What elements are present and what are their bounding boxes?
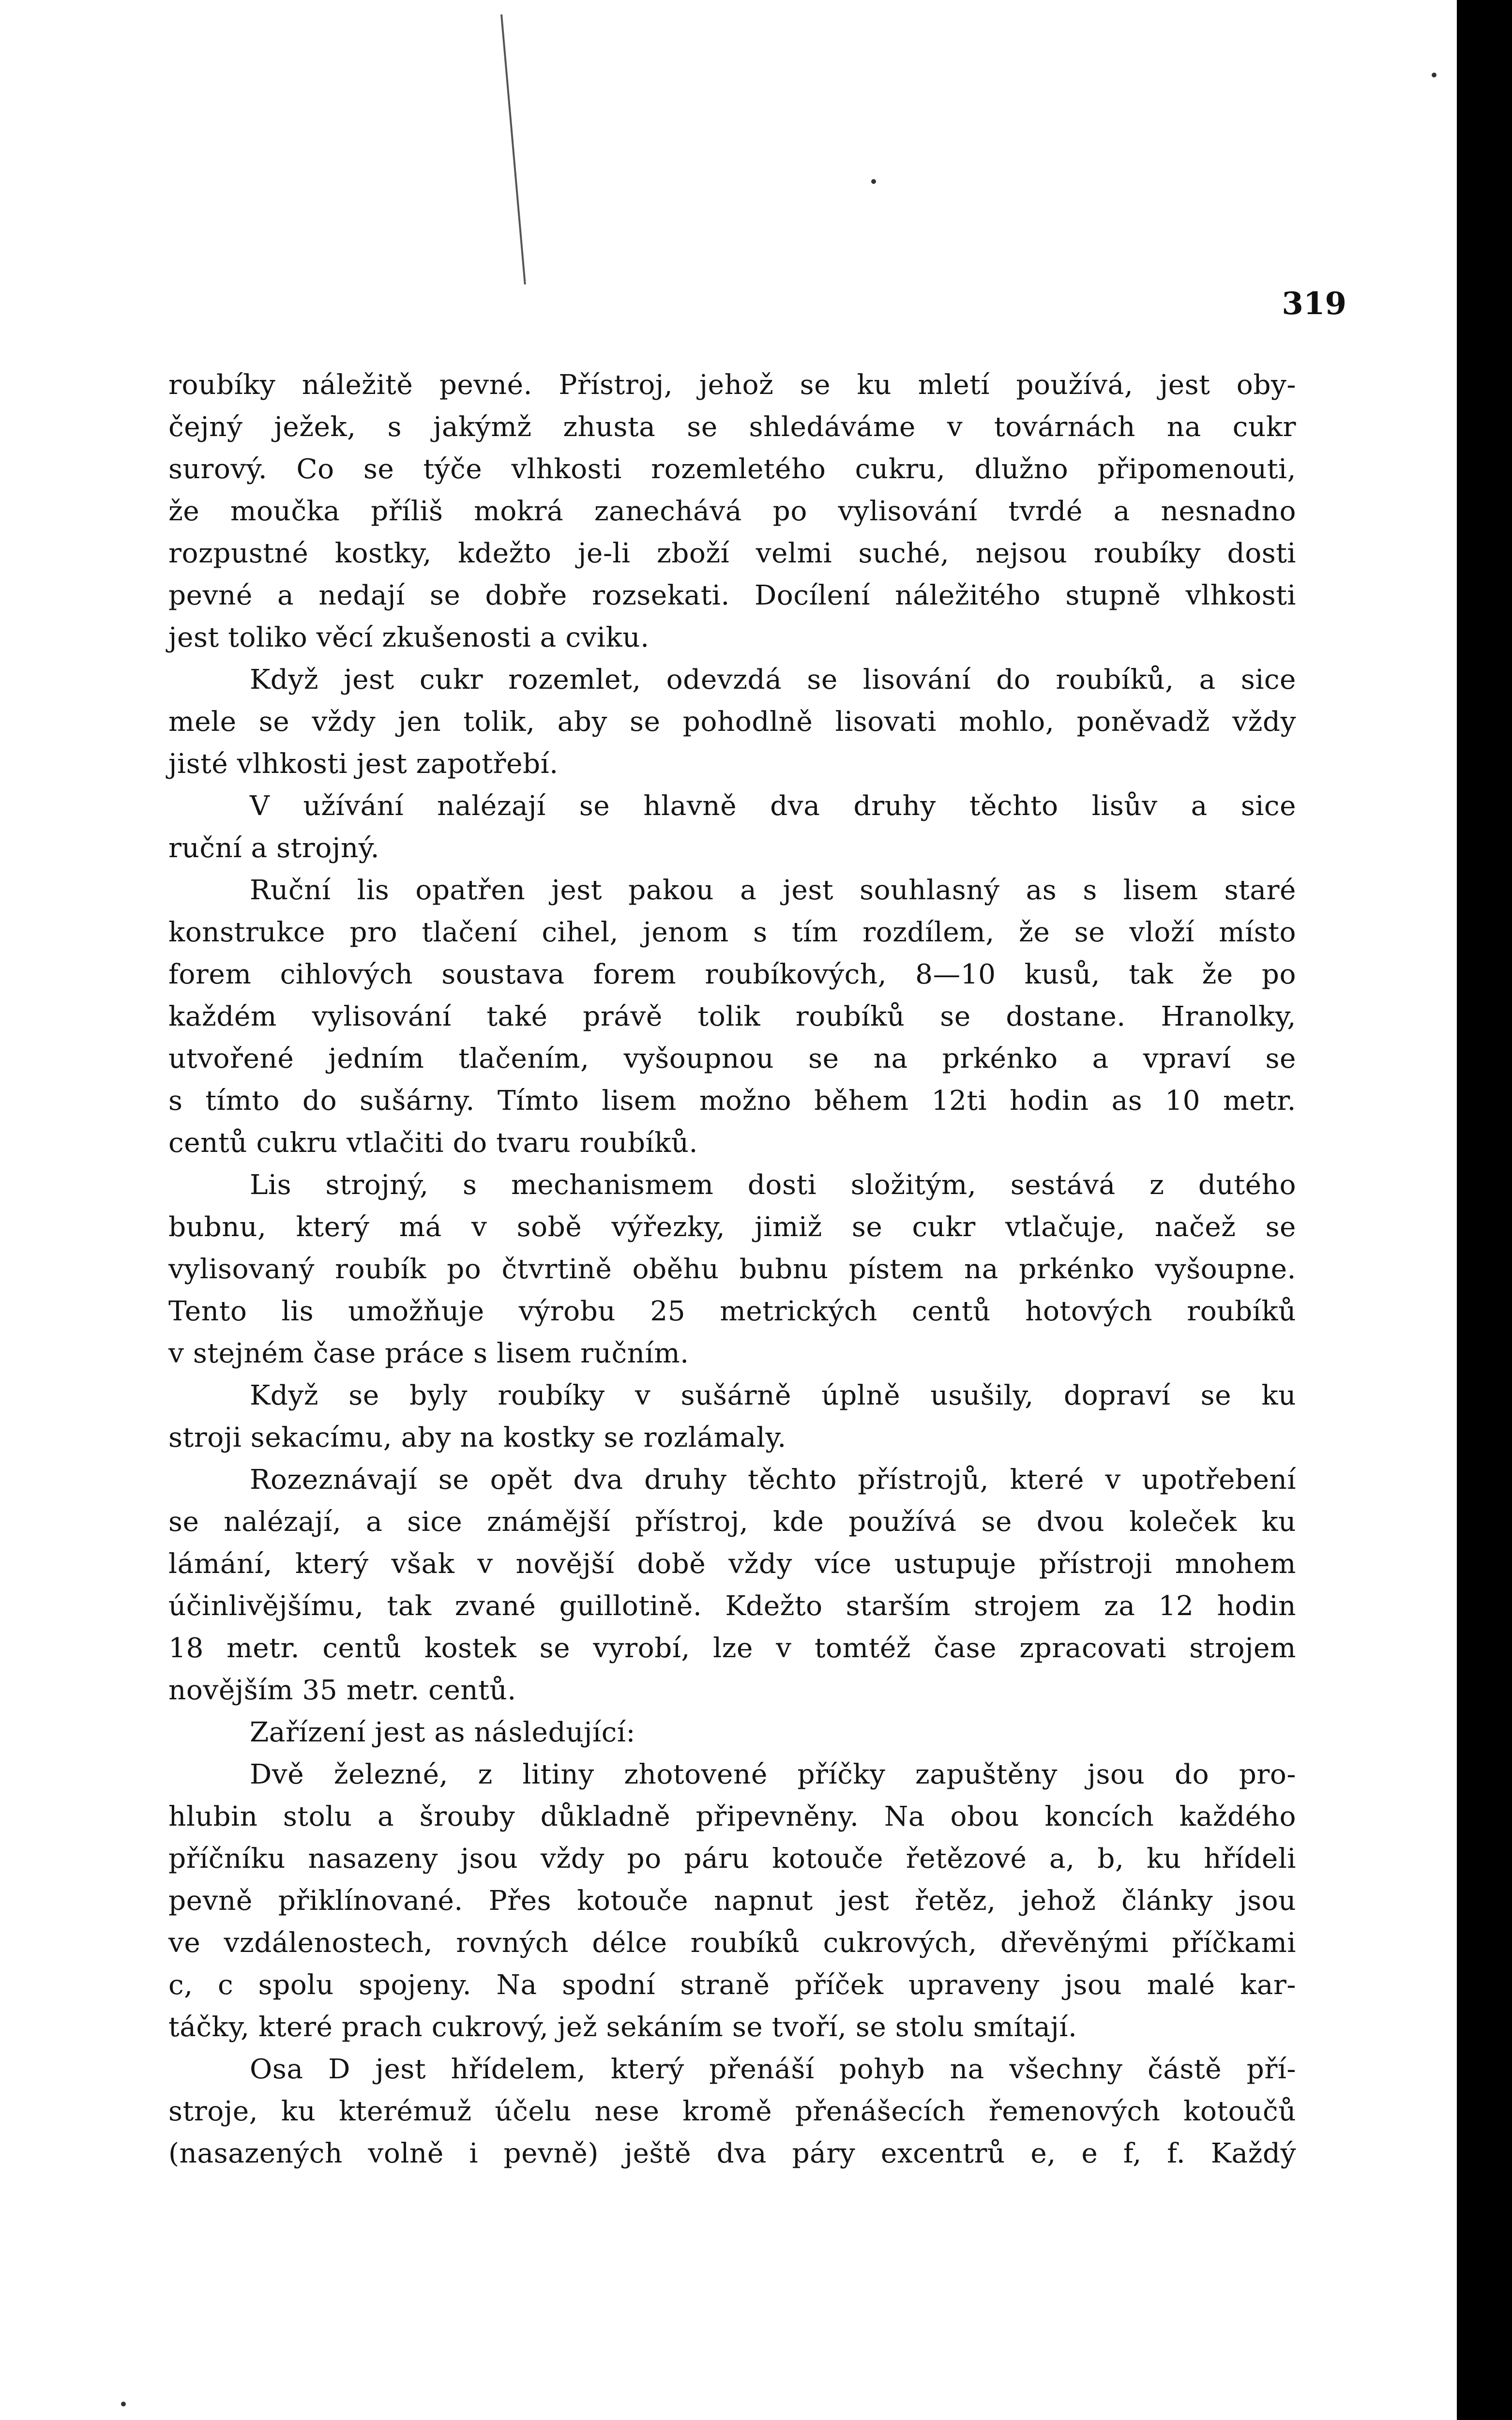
text-line: utvořené jedním tlačením, vyšoupnou se na prkénko a vpraví se [168,1043,1296,1074]
text-line: novějším 35 metr. centů. [168,1675,516,1706]
text-line: centů cukru vtlačiti do tvaru roubíků. [168,1127,698,1159]
text-line: 18 metr. centů kostek se vyrobí, lze v tomtéž čase zpracovati strojem [168,1633,1296,1664]
text-line: účinlivějšímu, tak zvané guillotině. Kdežto starším strojem za 12 hodin [168,1590,1296,1622]
text-line: ve vzdálenostech, rovných délce roubíků cukrových, dřevěnými příčkami [168,1927,1296,1959]
text-line: Osa D jest hřídelem, který přenáší pohyb na všechny částě pří- [250,2054,1296,2085]
scan-speck [1432,73,1436,77]
text-line: se nalézají, a sice známější přístroj, kde používá se dvou koleček ku [168,1506,1296,1538]
text-line: c, c spolu spojeny. Na spodní straně příček upraveny jsou malé kar- [168,1969,1296,2001]
text-line: (nasazených volně i pevně) ještě dva páry excentrů e, e f, f. Každý [168,2138,1296,2169]
text-line: V užívání nalézají se hlavně dva druhy těchto lisův a sice [250,790,1296,822]
text-line: jest toliko věcí zkušenosti a cviku. [168,622,650,653]
text-line: ruční a strojný. [168,832,380,864]
text-line: Když se byly roubíky v sušárně úplně usušily, dopraví se ku [250,1380,1296,1411]
text-line: v stejném čase práce s lisem ručním. [168,1338,689,1369]
text-line: Tento lis umožňuje výrobu 25 metrických centů hotových roubíků [168,1296,1296,1327]
scan-speck [121,2402,126,2406]
text-line: rozpustné kostky, kdežto je-li zboží velmi suché, nejsou roubíky dosti [168,538,1296,569]
text-line: že moučka příliš mokrá zanechává po vylisování tvrdé a nesnadno [168,496,1296,527]
text-line: Dvě železné, z litiny zhotovené příčky zapuštěny jsou do pro- [250,1759,1296,1790]
page-number: 319 [1282,286,1346,322]
text-line: lámání, který však v novější době vždy více ustupuje přístroji mnohem [168,1548,1296,1580]
text-line: hlubin stolu a šrouby důkladně připevněny. Na obou koncích každého [168,1801,1296,1832]
text-line: příčníku nasazeny jsou vždy po páru kotouče řetězové a, b, ku hřídeli [168,1843,1296,1875]
text-line: bubnu, který má v sobě výřezky, jimiž se cukr vtlačuje, načež se [168,1211,1296,1243]
text-line: konstrukce pro tlačení cihel, jenom s tím rozdílem, že se vloží místo [168,917,1296,948]
text-line: Lis strojný, s mechanismem dosti složitým, sestává z dutého [250,1169,1296,1201]
text-line: Rozeznávají se opět dva druhy těchto přístrojů, které v upotřebení [250,1464,1296,1496]
text-line: vylisovaný roubík po čtvrtině oběhu bubnu pístem na prkénko vyšoupne. [168,1254,1296,1285]
text-line: čejný ježek, s jakýmž zhusta se shledáváme v továrnách na cukr [168,411,1296,443]
text-line: s tímto do sušárny. Tímto lisem možno během 12ti hodin as 10 metr. [168,1085,1296,1117]
text-line: forem cihlových soustava forem roubíkových, 8—10 kusů, tak že po [168,959,1296,990]
text-line: táčky, které prach cukrový, jež sekáním se tvoří, se stolu smítají. [168,2012,1077,2043]
text-line: stroje, ku kterémuž účelu nese kromě přenášecích řemenových kotoučů [168,2096,1296,2127]
body-text [168,364,1296,2175]
page-crease-line [500,15,526,285]
text-line: Zařízení jest as následující: [250,1717,635,1748]
text-line: surový. Co se týče vlhkosti rozemletého cukru, dlužno připomenouti, [168,454,1296,485]
text-line: roubíky náležitě pevné. Přístroj, jehož se ku mletí používá, jest oby- [168,369,1296,401]
text-line: pevně přiklínované. Přes kotouče napnut jest řetěz, jehož články jsou [168,1885,1296,1917]
text-line: pevné a nedají se dobře rozsekati. Docílení náležitého stupně vlhkosti [168,580,1296,611]
text-line: mele se vždy jen tolik, aby se pohodlně lisovati mohlo, poněvadž vždy [168,706,1296,738]
text-line: jisté vlhkosti jest zapotřebí. [168,748,559,780]
text-line: Ruční lis opatřen jest pakou a jest souhlasný as s lisem staré [250,875,1296,906]
scan-speck [871,179,876,184]
text-line: každém vylisování také právě tolik roubíků se dostane. Hranolky, [168,1001,1296,1032]
text-line: stroji sekacímu, aby na kostky se rozlámaly. [168,1422,786,1453]
text-line: Když jest cukr rozemlet, odevzdá se lisování do roubíků, a sice [250,664,1296,696]
